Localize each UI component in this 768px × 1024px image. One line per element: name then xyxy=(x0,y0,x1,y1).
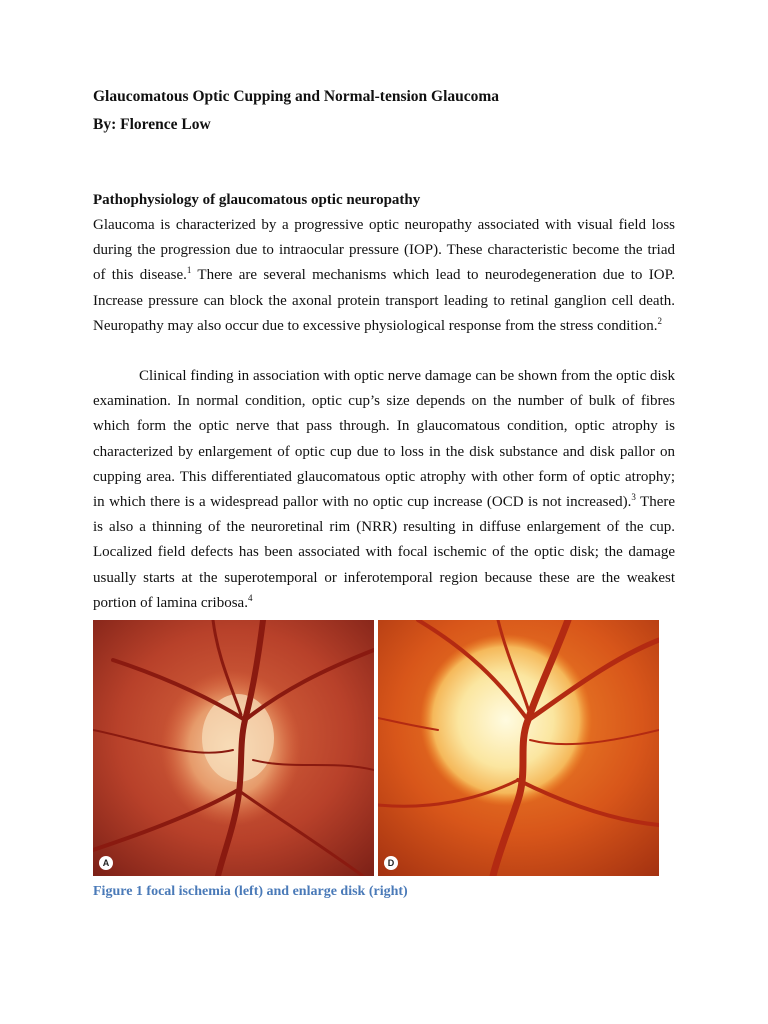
paragraph-2-text-b: There is also a thinning of the neuroretinal rim (NRR) resulting in diffuse enlargement of the cup. Localized field defects has been associated with focal ischemic of the optic disk; the damage usually starts at the superotemporal or inferotemporal region because these are the weakest portion of lamina cribosa. xyxy=(93,494,676,611)
reference-2: 2 xyxy=(657,315,662,326)
reference-3: 3 xyxy=(631,492,636,503)
paragraph-1-text-b: There are several mechanisms which lead to neurodegeneration due to IOP. Increase pressure can block the axonal protein transport leading to retinal ganglion cell death. Neuropathy may also occur due to excessive physiological response from the stress condition. xyxy=(93,267,676,334)
reference-1: 1 xyxy=(186,265,192,276)
fundus-image-enlarged-disk xyxy=(378,620,659,876)
section-heading: Pathophysiology of glaucomatous optic neuropathy xyxy=(93,192,421,208)
document-title: Glaucomatous Optic Cupping and Normal-tension Glaucoma xyxy=(93,88,500,105)
panel-label-d: D xyxy=(384,856,398,870)
paragraph-2-text-a: Clinical finding in association with optic nerve damage can be shown from the optic disk examination. In normal condition, optic cup’s size depends on the number of bulk of fibres which form the optic nerve that pass through. In glaucomatous condition, optic atrophy is characterized by enlargement of optic cup due to loss in the disk substance and disk pallor on cupping area. This differentiated glaucomatous optic atrophy with other form of optic atrophy; in which there is a widespread pallor with no optic cup increase (OCD is not increased). xyxy=(93,368,675,511)
author-line: By: Florence Low xyxy=(93,116,211,133)
figure-caption: Figure 1 focal ischemia (left) and enlarge disk (right) xyxy=(93,884,408,899)
panel-label-a: A xyxy=(99,856,113,870)
paragraph-2 xyxy=(93,364,675,616)
paragraph-1 xyxy=(93,213,675,339)
reference-4: 4 xyxy=(247,592,253,603)
figure-1 xyxy=(93,620,659,876)
fundus-image-focal-ischemia xyxy=(93,620,374,876)
paragraph-1-text-a: Glaucoma is characterized by a progressive optic neuropathy associated with visual field loss during the progression due to intraocular pressure (IOP). These characteristic become the triad of this disease. xyxy=(93,217,675,284)
